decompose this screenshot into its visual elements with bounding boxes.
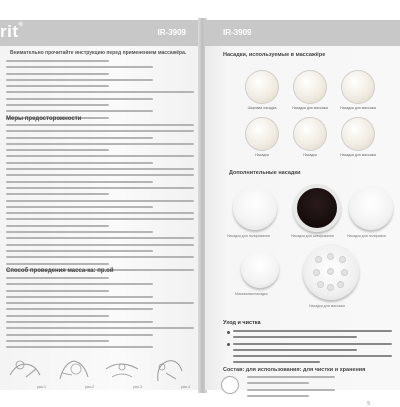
pads-title: Дополнительные насадки bbox=[229, 170, 301, 176]
sketch-3: рис.3 bbox=[102, 355, 142, 387]
intro-list bbox=[6, 60, 194, 123]
attachment-image-5 bbox=[293, 117, 327, 151]
care-bullet bbox=[227, 343, 230, 346]
left-page bbox=[0, 20, 200, 390]
attachments-title: Насадки, используемые в массажёре bbox=[223, 52, 326, 58]
attachment-label: Шаровая насадка bbox=[247, 106, 277, 110]
right-header bbox=[205, 20, 400, 46]
massage-steps bbox=[6, 277, 194, 353]
model-number-right: IR-3909 bbox=[223, 28, 252, 37]
brand-logo: rit® bbox=[0, 22, 24, 41]
pad-image-2 bbox=[293, 184, 341, 232]
attachment-label: Насадка для массажа bbox=[340, 153, 376, 157]
attachment-image-3 bbox=[341, 70, 375, 104]
care-title: Уход и чистка bbox=[223, 320, 261, 326]
care-subtitle: Состав: для использования: для чистки и хранения bbox=[223, 367, 366, 373]
sketch-1: рис.1 bbox=[6, 355, 46, 387]
right-page bbox=[205, 20, 400, 407]
attachment-image-4 bbox=[245, 117, 279, 151]
intro-text: Внимательно прочитайте инструкцию перед применением массажёра. bbox=[10, 50, 187, 56]
pad-label: Насадка для полировки bbox=[347, 234, 386, 238]
attachment-image-6 bbox=[341, 117, 375, 151]
massage-heading: Способ проведения масса-ка: пр.ой bbox=[6, 268, 114, 274]
sketch-4: рис.4 bbox=[150, 355, 190, 387]
pad-image-5 bbox=[303, 244, 359, 300]
pad-label: Насадка для шлифования bbox=[291, 234, 334, 238]
care-notes bbox=[247, 376, 360, 401]
model-number: IR-3909 bbox=[157, 28, 186, 37]
attachment-label: Насадка bbox=[255, 153, 269, 157]
care-bullet bbox=[227, 331, 230, 334]
attachment-label: Насадка bbox=[303, 153, 317, 157]
usage-illustrations bbox=[4, 355, 194, 387]
page-number: 5 bbox=[367, 401, 370, 407]
care-text bbox=[233, 330, 392, 368]
pad-label: Массажная насадка bbox=[235, 292, 268, 296]
pad-label: Насадка для массажа bbox=[309, 304, 345, 308]
safety-heading: Меры предосторожности bbox=[6, 116, 82, 122]
pad-image-1 bbox=[233, 186, 277, 230]
left-header bbox=[0, 20, 200, 46]
attachment-image-2 bbox=[293, 70, 327, 104]
attachment-label: Насадка для массажа bbox=[340, 106, 376, 110]
pad-image-3 bbox=[349, 186, 393, 230]
attachment-label: Насадка для массажа bbox=[292, 106, 328, 110]
sketch-2: рис.2 bbox=[54, 355, 94, 387]
safety-text bbox=[6, 124, 194, 275]
pad-image-4 bbox=[241, 250, 279, 288]
attachment-image-1 bbox=[245, 70, 279, 104]
care-symbol-icon bbox=[221, 376, 239, 394]
pad-label: Насадка для полирования bbox=[227, 234, 270, 238]
